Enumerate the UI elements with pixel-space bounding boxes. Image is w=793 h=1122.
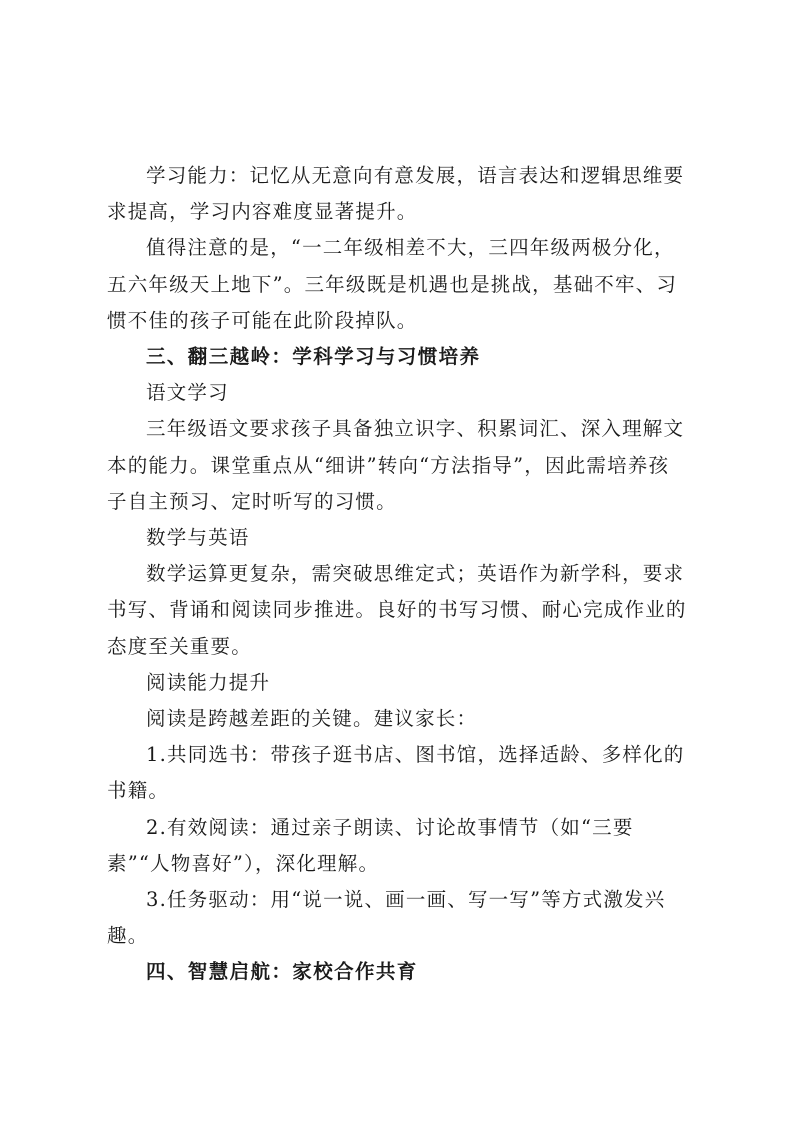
list-item-3: 3.任务驱动：用“说一说、画一画、写一写”等方式激发兴趣。 <box>107 888 666 948</box>
paragraph-noteworthy: 值得注意的是，“一二年级相差不大，三四年级两极分化，五六年级天上地下”。三年级既是机遇也是挑战，基础不牢、习惯不佳的孩子可能在此阶段掉队。 <box>107 236 678 332</box>
subheading-reading: 阅读能力提升 <box>146 670 271 694</box>
list-item-1: 1.共同选书：带孩子逛书店、图书馆，选择适龄、多样化的书籍。 <box>107 743 685 803</box>
subheading-math-english: 数学与英语 <box>146 526 250 550</box>
list-item-2: 2.有效阅读：通过亲子朗读、讨论故事情节（如“三要素”“人物喜好”），深化理解。 <box>107 815 634 875</box>
paragraph-learning-ability: 学习能力：记忆从无意向有意发展，语言表达和逻辑思维要求提高，学习内容难度显著提升。 <box>107 164 685 224</box>
section-heading-4: 四、智慧启航：家校合作共育 <box>146 960 418 984</box>
paragraph-math-english: 数学运算更复杂，需突破思维定式；英语作为新学科，要求书写、背诵和阅读同步推进。良好的书写习惯、耐心完成作业的态度至关重要。 <box>107 562 687 658</box>
section-heading-3: 三、翻三越岭：学科学习与习惯培养 <box>146 345 481 369</box>
paragraph-chinese: 三年级语文要求孩子具备独立识字、积累词汇、深入理解文本的能力。课堂重点从“细讲”转向“方法指导”，因此需培养孩子自主预习、定时听写的习惯。 <box>107 417 685 513</box>
document-body <box>107 158 687 991</box>
paragraph-reading-intro: 阅读是跨越差距的关键。建议家长： <box>146 707 478 731</box>
subheading-chinese: 语文学习 <box>146 381 229 405</box>
